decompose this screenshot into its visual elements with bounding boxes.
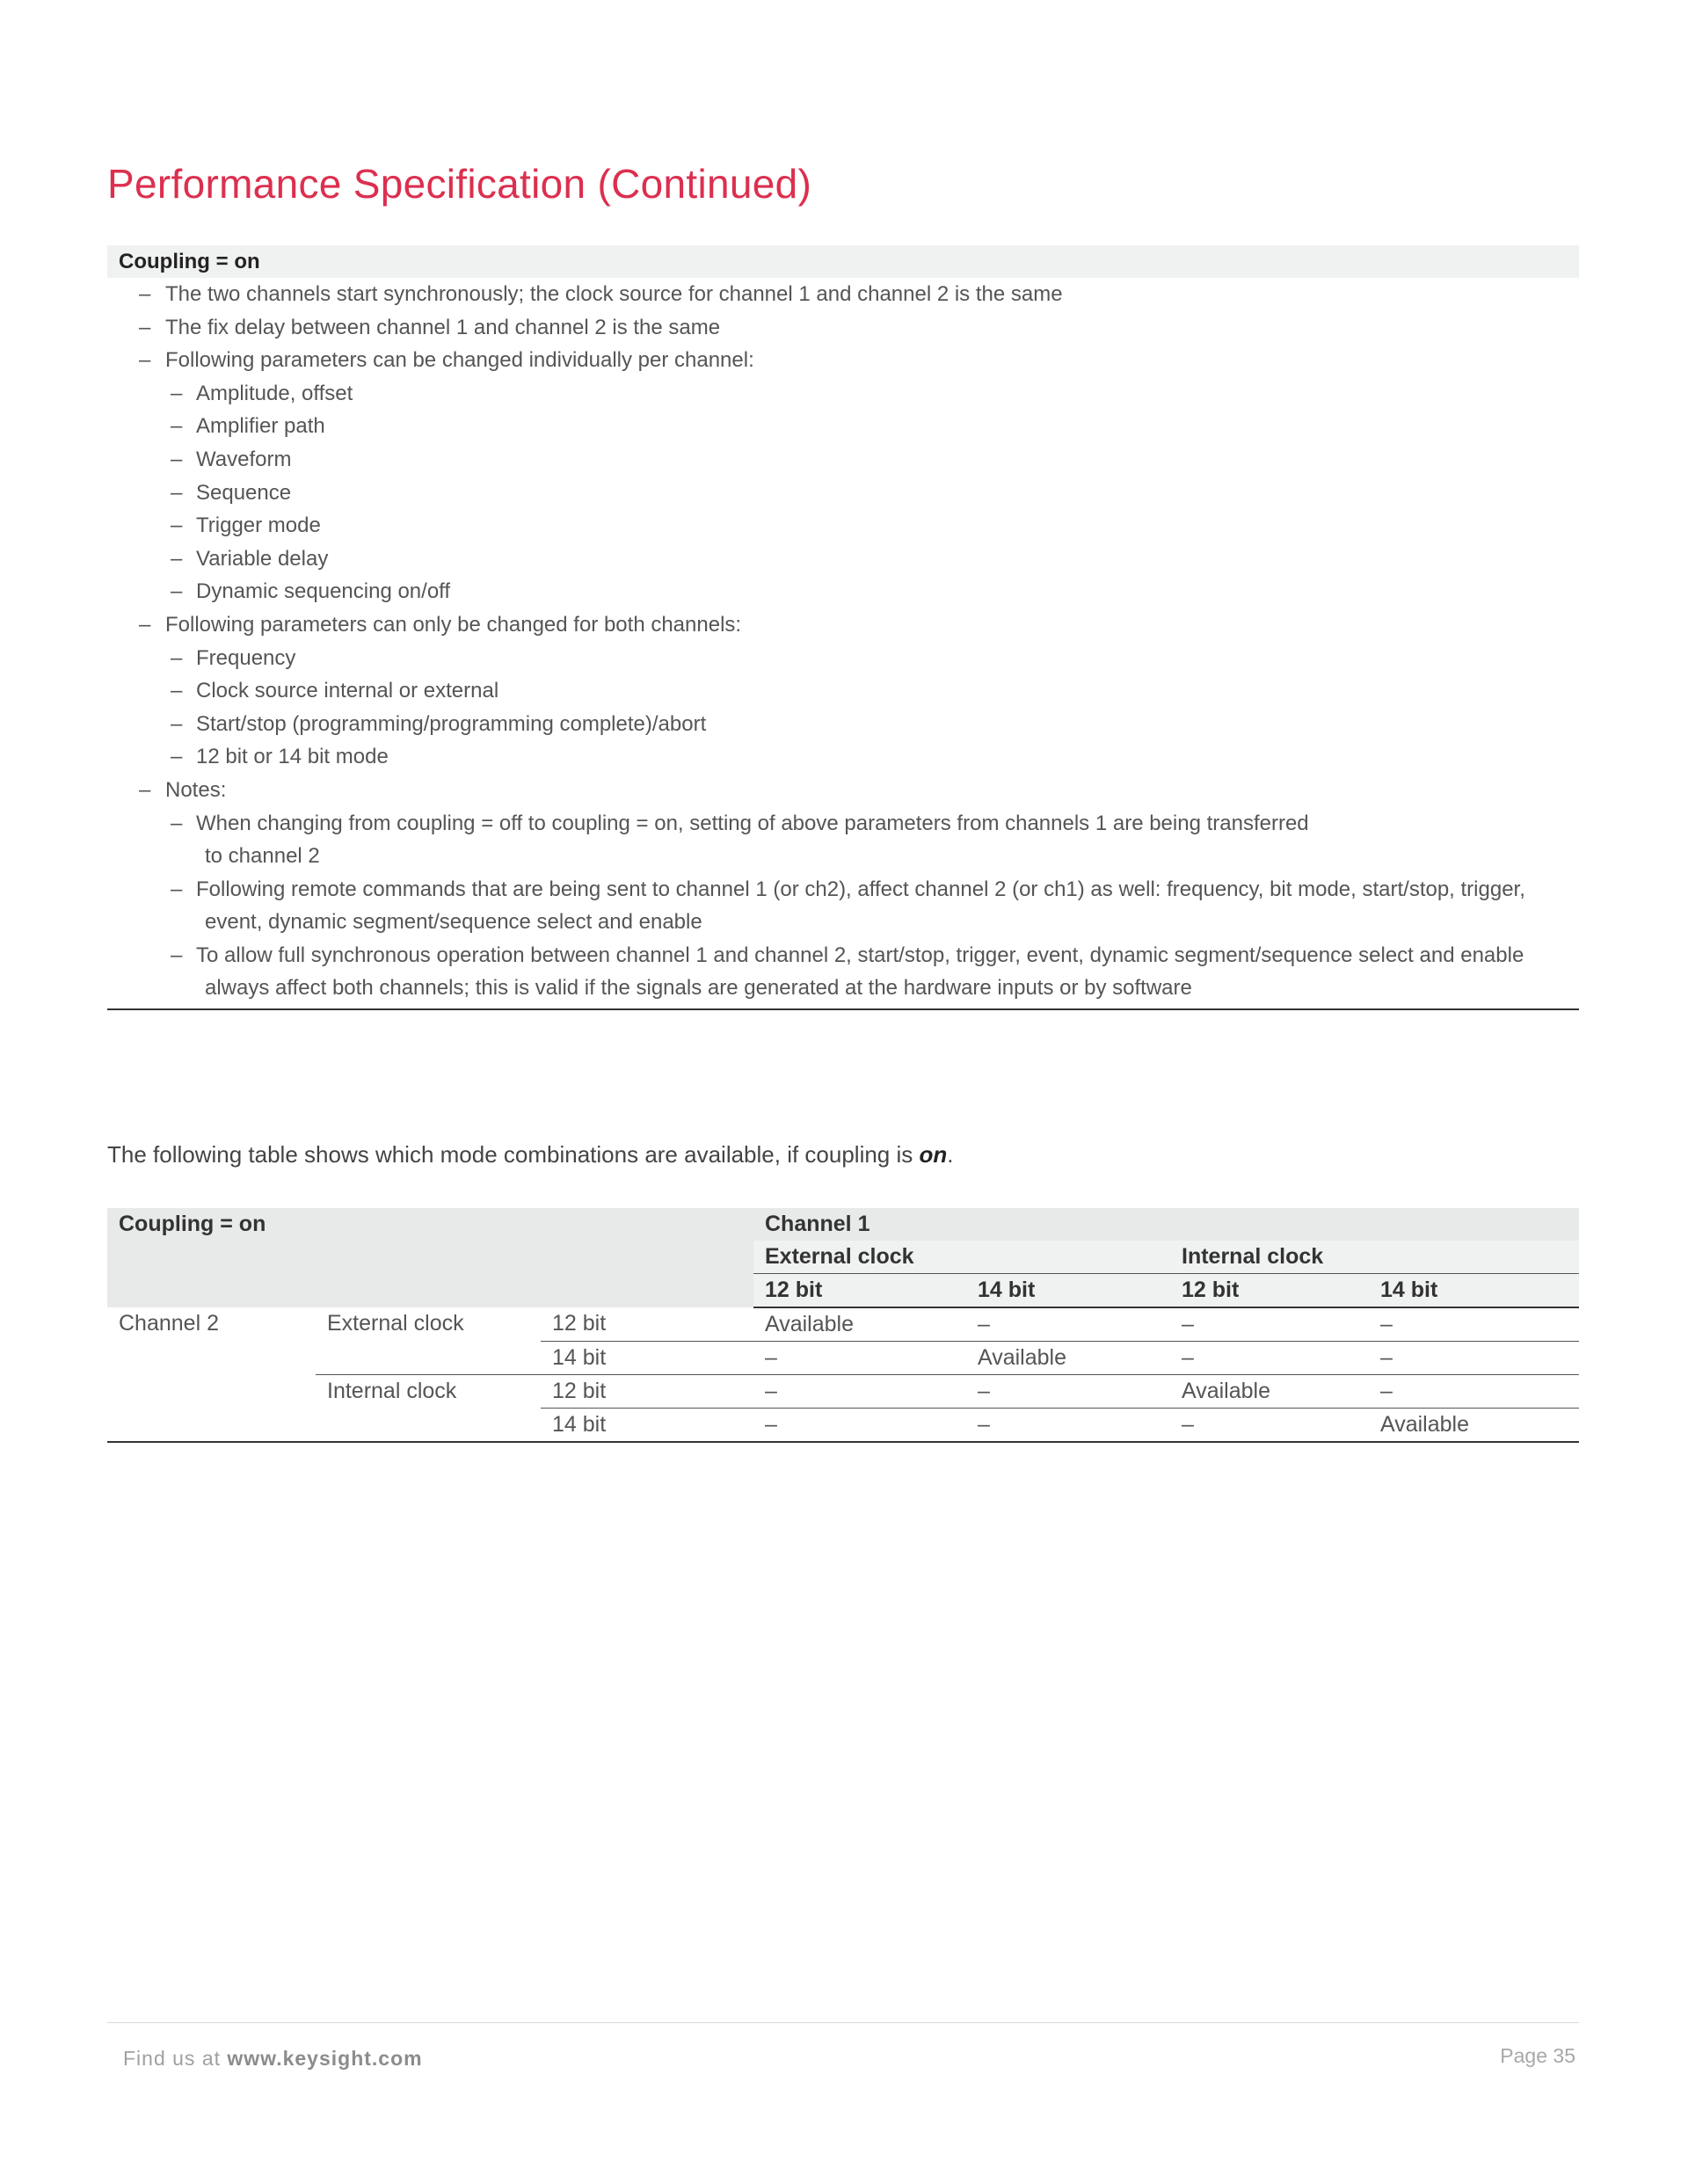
ch1-internal-clock-header: Internal clock: [1170, 1241, 1579, 1274]
list-item: [107, 542, 1579, 576]
row-group-label: Internal clock: [316, 1375, 541, 1443]
row-mode-label: 14 bit: [541, 1409, 753, 1443]
list-item-text: Start/stop (programming/programming complete)/abort: [196, 711, 707, 736]
ch1-external-clock-header: External clock: [753, 1241, 1170, 1274]
table-cell: –: [966, 1307, 1170, 1342]
list-item-text: Trigger mode: [196, 513, 321, 538]
intro-text: The following table shows which mode combinations are available, if coupling is: [107, 1141, 920, 1168]
list-item: [107, 873, 1579, 939]
table-cell: –: [1170, 1409, 1369, 1443]
list-item: [107, 740, 1579, 774]
channel2-label: Channel 2: [107, 1307, 316, 1442]
table-cell: –: [1369, 1375, 1579, 1409]
table-cell: Available: [1170, 1375, 1369, 1409]
list-item: [107, 477, 1579, 510]
table-cell: –: [1369, 1307, 1579, 1342]
list-item-text: The two channels start synchronously; the clock source for channel 1 and channel 2 is the same: [165, 282, 1063, 306]
footer-divider: [107, 2022, 1579, 2023]
footer-find-prefix: Find us at: [123, 2047, 228, 2070]
table-corner-header: Coupling = on: [107, 1208, 753, 1307]
footer-find-us: [123, 2047, 423, 2071]
row-mode-label: 12 bit: [541, 1375, 753, 1409]
list-item: [107, 278, 1579, 311]
page-title: Performance Specification (Continued): [107, 161, 812, 207]
table-cell: –: [753, 1409, 966, 1443]
table-cell: Available: [966, 1342, 1170, 1375]
list-item: [107, 377, 1579, 411]
list-item-text: Dynamic sequencing on/off: [196, 579, 451, 604]
list-item: [107, 708, 1579, 741]
list-item: [107, 807, 1579, 873]
list-item: [107, 608, 1579, 642]
list-item-text: Amplifier path: [196, 414, 325, 439]
mode-combination-table: [107, 1208, 1579, 1443]
intro-end: .: [947, 1141, 954, 1168]
list-item-text: When changing from coupling = off to coupling = on, setting of above parameters from channels 1 are being transferred: [196, 811, 1309, 835]
ch1-ext-12bit-header: 12 bit: [753, 1274, 966, 1308]
list-item: [107, 443, 1579, 477]
list-item-text: Notes:: [165, 777, 227, 802]
channel1-header: Channel 1: [753, 1208, 1579, 1241]
table-row: [107, 1307, 1579, 1342]
table-cell: –: [1170, 1307, 1369, 1342]
table-intro: [107, 1141, 954, 1168]
table-cell: Available: [753, 1307, 966, 1342]
list-item: [107, 674, 1579, 708]
list-item: [107, 509, 1579, 542]
table-cell: –: [753, 1342, 966, 1375]
list-item-text: Following parameters can be changed individually per channel:: [165, 348, 754, 373]
table-cell: –: [753, 1375, 966, 1409]
list-item-continuation: event, dynamic segment/sequence select and enable: [205, 910, 702, 935]
list-item-text: Frequency: [196, 645, 296, 670]
list-item-text: Amplitude, offset: [196, 381, 353, 405]
list-item: [107, 642, 1579, 675]
table-cell: –: [1369, 1342, 1579, 1375]
list-item-text: Sequence: [196, 480, 292, 505]
list-item-text: Waveform: [196, 447, 292, 471]
list-item-text: 12 bit or 14 bit mode: [196, 745, 389, 769]
list-item-continuation: always affect both channels; this is valid if the signals are generated at the hardware inputs or by software: [205, 976, 1192, 1001]
table-cell: –: [1170, 1342, 1369, 1375]
page-number: Page 35: [1500, 2044, 1575, 2067]
list-item: [107, 311, 1579, 345]
list-item-text: Following parameters can only be changed for both channels:: [165, 612, 742, 637]
list-item-text: Following remote commands that are being sent to channel 1 (or ch2), affect channel 2 (or ch1) as well: frequency, bit mode, start/stop, trigger,: [196, 877, 1525, 901]
coupling-header: Coupling = on: [107, 245, 1579, 278]
list-item: [107, 410, 1579, 443]
list-item-text: The fix delay between channel 1 and channel 2 is the same: [165, 315, 721, 339]
list-item-continuation: to channel 2: [205, 844, 320, 869]
coupling-section: [107, 245, 1579, 1010]
intro-emphasis: on: [919, 1141, 948, 1168]
table-cell: –: [966, 1409, 1170, 1443]
list-item: [107, 575, 1579, 608]
list-item: [107, 774, 1579, 807]
list-item-text: Variable delay: [196, 546, 329, 571]
table-cell: Available: [1369, 1409, 1579, 1443]
ch1-int-12bit-header: 12 bit: [1170, 1274, 1369, 1308]
table-row: [107, 1375, 1579, 1409]
list-item-text: Clock source internal or external: [196, 679, 499, 703]
row-group-label: External clock: [316, 1307, 541, 1375]
list-item: [107, 939, 1579, 1005]
list-item: [107, 344, 1579, 377]
ch1-ext-14bit-header: 14 bit: [966, 1274, 1170, 1308]
footer-website-link[interactable]: www.keysight.com: [227, 2047, 423, 2070]
table-cell: –: [966, 1375, 1170, 1409]
ch1-int-14bit-header: 14 bit: [1369, 1274, 1579, 1308]
coupling-bullet-list: [107, 278, 1579, 1010]
list-item-text: To allow full synchronous operation between channel 1 and channel 2, start/stop, trigger, event, dynamic segment/sequence select and enable: [196, 943, 1524, 967]
row-mode-label: 14 bit: [541, 1342, 753, 1375]
row-mode-label: 12 bit: [541, 1307, 753, 1342]
